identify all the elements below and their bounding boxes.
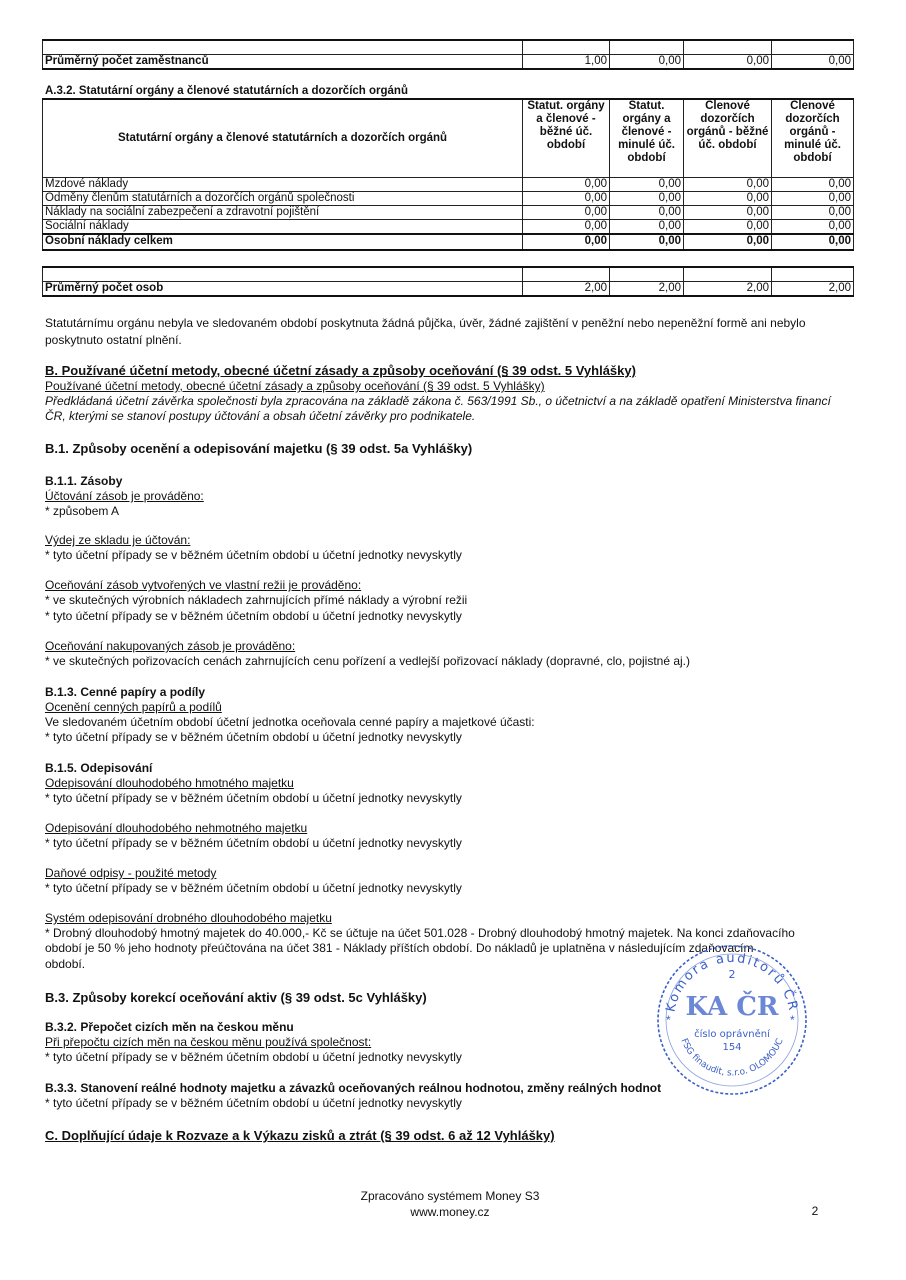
cell-value: 0,00 xyxy=(523,177,610,191)
stamp-text-top: Komora auditorů ČR xyxy=(663,950,801,1014)
row-label: Mzdové náklady xyxy=(43,177,523,191)
b15-a-head: Odepisování dlouhodobého hmotného majetku xyxy=(45,776,294,790)
cell-value: 0,00 xyxy=(610,177,684,191)
statutory-note: Statutárnímu orgánu nebyla ve sledovaném období poskytnuta žádná půjčka, úvěr, žádné zajištění v peněžní nebo nepeněžní formě ani nebylo poskytnuto ostatní plnění. xyxy=(45,316,806,347)
cell-value: 0,00 xyxy=(772,191,854,205)
b11-c-head: Oceňování zásob vytvořených ve vlastní režii je prováděno: xyxy=(45,578,362,592)
footer-line1: Zpracováno systémem Money S3 xyxy=(360,1189,540,1203)
b15-d-head: Systém odepisování drobného dlouhodobého majetku xyxy=(45,911,332,925)
cell-value: 0,00 xyxy=(610,219,684,234)
row-label: Odměny členům statutárních a dozorčích orgánů společnosti xyxy=(43,191,523,205)
b32-title: B.3.2. Přepočet cizích měn na českou měnu xyxy=(45,1020,294,1034)
stamp-star-icon: * xyxy=(666,1013,671,1027)
persons-value: 2,00 xyxy=(610,281,684,296)
a32-column-header: Členové dozorčích orgánů - běžné úč. období xyxy=(684,99,772,177)
b15-b-item: * tyto účetní případy se v běžném účetním období u účetní jednotky nevyskytly xyxy=(45,836,462,850)
section-b1-title: B.1. Způsoby ocenění a odepisování majetku (§ 39 odst. 5a Vyhlášky) xyxy=(45,441,473,456)
stamp-text-bottom: FSG finaudit, s.r.o. OLOMOUC xyxy=(678,1037,786,1079)
total-value: 0,00 xyxy=(772,234,854,250)
total-row xyxy=(43,234,854,250)
b13-item: * tyto účetní případy se v běžném účetním období u účetní jednotky nevyskytly xyxy=(45,730,462,744)
employees-value: 0,00 xyxy=(610,54,684,69)
total-label: Osobní náklady celkem xyxy=(43,234,523,250)
persons-row-label: Průměrný počet osob xyxy=(43,281,523,296)
row-label: Sociální náklady xyxy=(43,219,523,234)
b11-title: B.1.1. Zásoby xyxy=(45,474,123,488)
auditor-stamp xyxy=(652,940,812,1100)
cell-value: 0,00 xyxy=(523,205,610,219)
stamp-number: 2 xyxy=(728,968,736,981)
b32-item: * tyto účetní případy se v běžném účetním období u účetní jednotky nevyskytly xyxy=(45,1050,462,1064)
total-value: 0,00 xyxy=(684,234,772,250)
persons-table xyxy=(42,266,854,297)
b11-d-item: * ve skutečných pořizovacích cenách zahrnujících cenu pořízení a vedlejší pořizovací náklady (dopravné, clo, pojistné aj.) xyxy=(45,654,691,668)
cell-value: 0,00 xyxy=(523,219,610,234)
employees-value: 1,00 xyxy=(523,54,610,69)
stamp-line1: číslo oprávnění xyxy=(694,1029,770,1040)
section-c-title: C. Doplňující údaje k Rozvaze a k Výkazu zisků a ztrát (§ 39 odst. 6 až 12 Vyhlášky) xyxy=(45,1128,555,1143)
table-row xyxy=(43,219,854,234)
cell-value: 0,00 xyxy=(684,219,772,234)
persons-value: 2,00 xyxy=(523,281,610,296)
a32-column-header: Členové dozorčích orgánů - minulé úč. období xyxy=(772,99,854,177)
footer-line2: www.money.cz xyxy=(410,1205,490,1219)
section-a32-title: A.3.2. Statutární orgány a členové statutárních a dozorčích orgánů xyxy=(45,85,408,97)
a32-column-header: Statut. orgány a členové - minulé úč. období xyxy=(610,99,684,177)
cell-value: 0,00 xyxy=(610,191,684,205)
b11-c-item: * ve skutečných výrobních nákladech zahrnujících přímé náklady a výrobní režii xyxy=(45,593,468,607)
cell-value: 0,00 xyxy=(523,191,610,205)
a32-column-header: Statut. orgány a členové - běžné úč. období xyxy=(523,99,610,177)
b11-b-item: * tyto účetní případy se v běžném účetním období u účetní jednotky nevyskytly xyxy=(45,548,462,562)
table-row xyxy=(43,205,854,219)
employees-value: 0,00 xyxy=(772,54,854,69)
b11-a-item: * způsobem A xyxy=(45,504,120,518)
a32-header-label: Statutární orgány a členové statutárních a dozorčích orgánů xyxy=(43,99,523,177)
statutory-costs-table xyxy=(42,98,854,251)
b13-title: B.1.3. Cenné papíry a podíly xyxy=(45,685,206,699)
cell-value: 0,00 xyxy=(610,205,684,219)
cell-value: 0,00 xyxy=(684,205,772,219)
total-value: 0,00 xyxy=(523,234,610,250)
section-b-note: Předkládaná účetní závěrka společnosti byla zpracována na základě zákona č. 563/1991 Sb., o účetnictví a na základě opatření Ministerstva financí ČR, kterými se stanoví postupy účtování a obsah účetní závěrky pro podnikatele. xyxy=(45,394,831,423)
b15-d-line: období. xyxy=(45,957,86,971)
b15-d-line: období je 50 % jeho hodnoty přeúčtována na účet 381 - Náklady příštích období. Do nákladů je uplatněna v následujícím zdaňovacím xyxy=(45,941,754,955)
section-b3-title: B.3. Způsoby korekcí oceňování aktiv (§ 39 odst. 5c Vyhlášky) xyxy=(45,990,427,1005)
persons-value: 2,00 xyxy=(684,281,772,296)
cell-value: 0,00 xyxy=(684,191,772,205)
b11-c-item: * tyto účetní případy se v běžném účetním období u účetní jednotky nevyskytly xyxy=(45,609,462,623)
row-label: Náklady na sociální zabezpečení a zdravotní pojištění xyxy=(43,205,523,219)
b15-d-line: * Drobný dlouhodobý hmotný majetek do 40.000,- Kč se účtuje na účet 501.028 - Drobný dlouhodobý hmotný majetek. Na konci zdaňovacího xyxy=(45,926,795,940)
b11-a-head: Účtování zásob je prováděno: xyxy=(45,489,204,503)
b33-item: * tyto účetní případy se v běžném účetním období u účetní jednotky nevyskytly xyxy=(45,1096,462,1110)
section-b-title: B. Používané účetní metody, obecné účetní zásady a způsoby oceňování (§ 39 odst. 5 Vyhlášky) xyxy=(45,363,636,378)
b15-a-item: * tyto účetní případy se v běžném účetním období u účetní jednotky nevyskytly xyxy=(45,791,462,805)
b11-d-head: Oceňování nakupovaných zásob je prováděno: xyxy=(45,639,296,653)
persons-value: 2,00 xyxy=(772,281,854,296)
b13-head: Ocenění cenných papírů a podílů xyxy=(45,700,222,714)
cell-value: 0,00 xyxy=(772,177,854,191)
cell-value: 0,00 xyxy=(772,205,854,219)
b32-head: Při přepočtu cizích měn na českou měnu používá společnost: xyxy=(45,1035,372,1049)
cell-value: 0,00 xyxy=(772,219,854,234)
employees-value: 0,00 xyxy=(684,54,772,69)
cell-value: 0,00 xyxy=(684,177,772,191)
employees-table xyxy=(42,39,854,70)
b13-line: Ve sledovaném účetním období účetní jednotka oceňovala cenné papíry a majetkové účasti: xyxy=(45,715,535,729)
b15-c-head: Daňové odpisy - použité metody xyxy=(45,866,217,880)
stamp-line2: 154 xyxy=(722,1042,742,1053)
table-row xyxy=(43,191,854,205)
stamp-star-icon: * xyxy=(790,1013,795,1027)
b15-title: B.1.5. Odepisování xyxy=(45,761,153,775)
stamp-monogram: KA ČR xyxy=(685,992,779,1022)
employees-row-label: Průměrný počet zaměstnanců xyxy=(43,54,523,69)
section-b-subtitle: Používané účetní metody, obecné účetní zásady a způsoby oceňování (§ 39 odst. 5 Vyhlášky) xyxy=(45,379,545,393)
total-value: 0,00 xyxy=(610,234,684,250)
b15-b-head: Odepisování dlouhodobého nehmotného majetku xyxy=(45,821,308,835)
table-row xyxy=(43,177,854,191)
b11-b-head: Výdej ze skladu je účtován: xyxy=(45,533,191,547)
b33-title: B.3.3. Stanovení reálné hodnoty majetku a závazků oceňovaných reálnou hodnotou, změny reálných hodnot xyxy=(45,1081,662,1095)
b15-c-item: * tyto účetní případy se v běžném účetním období u účetní jednotky nevyskytly xyxy=(45,881,462,895)
page-number: 2 xyxy=(811,1204,819,1218)
